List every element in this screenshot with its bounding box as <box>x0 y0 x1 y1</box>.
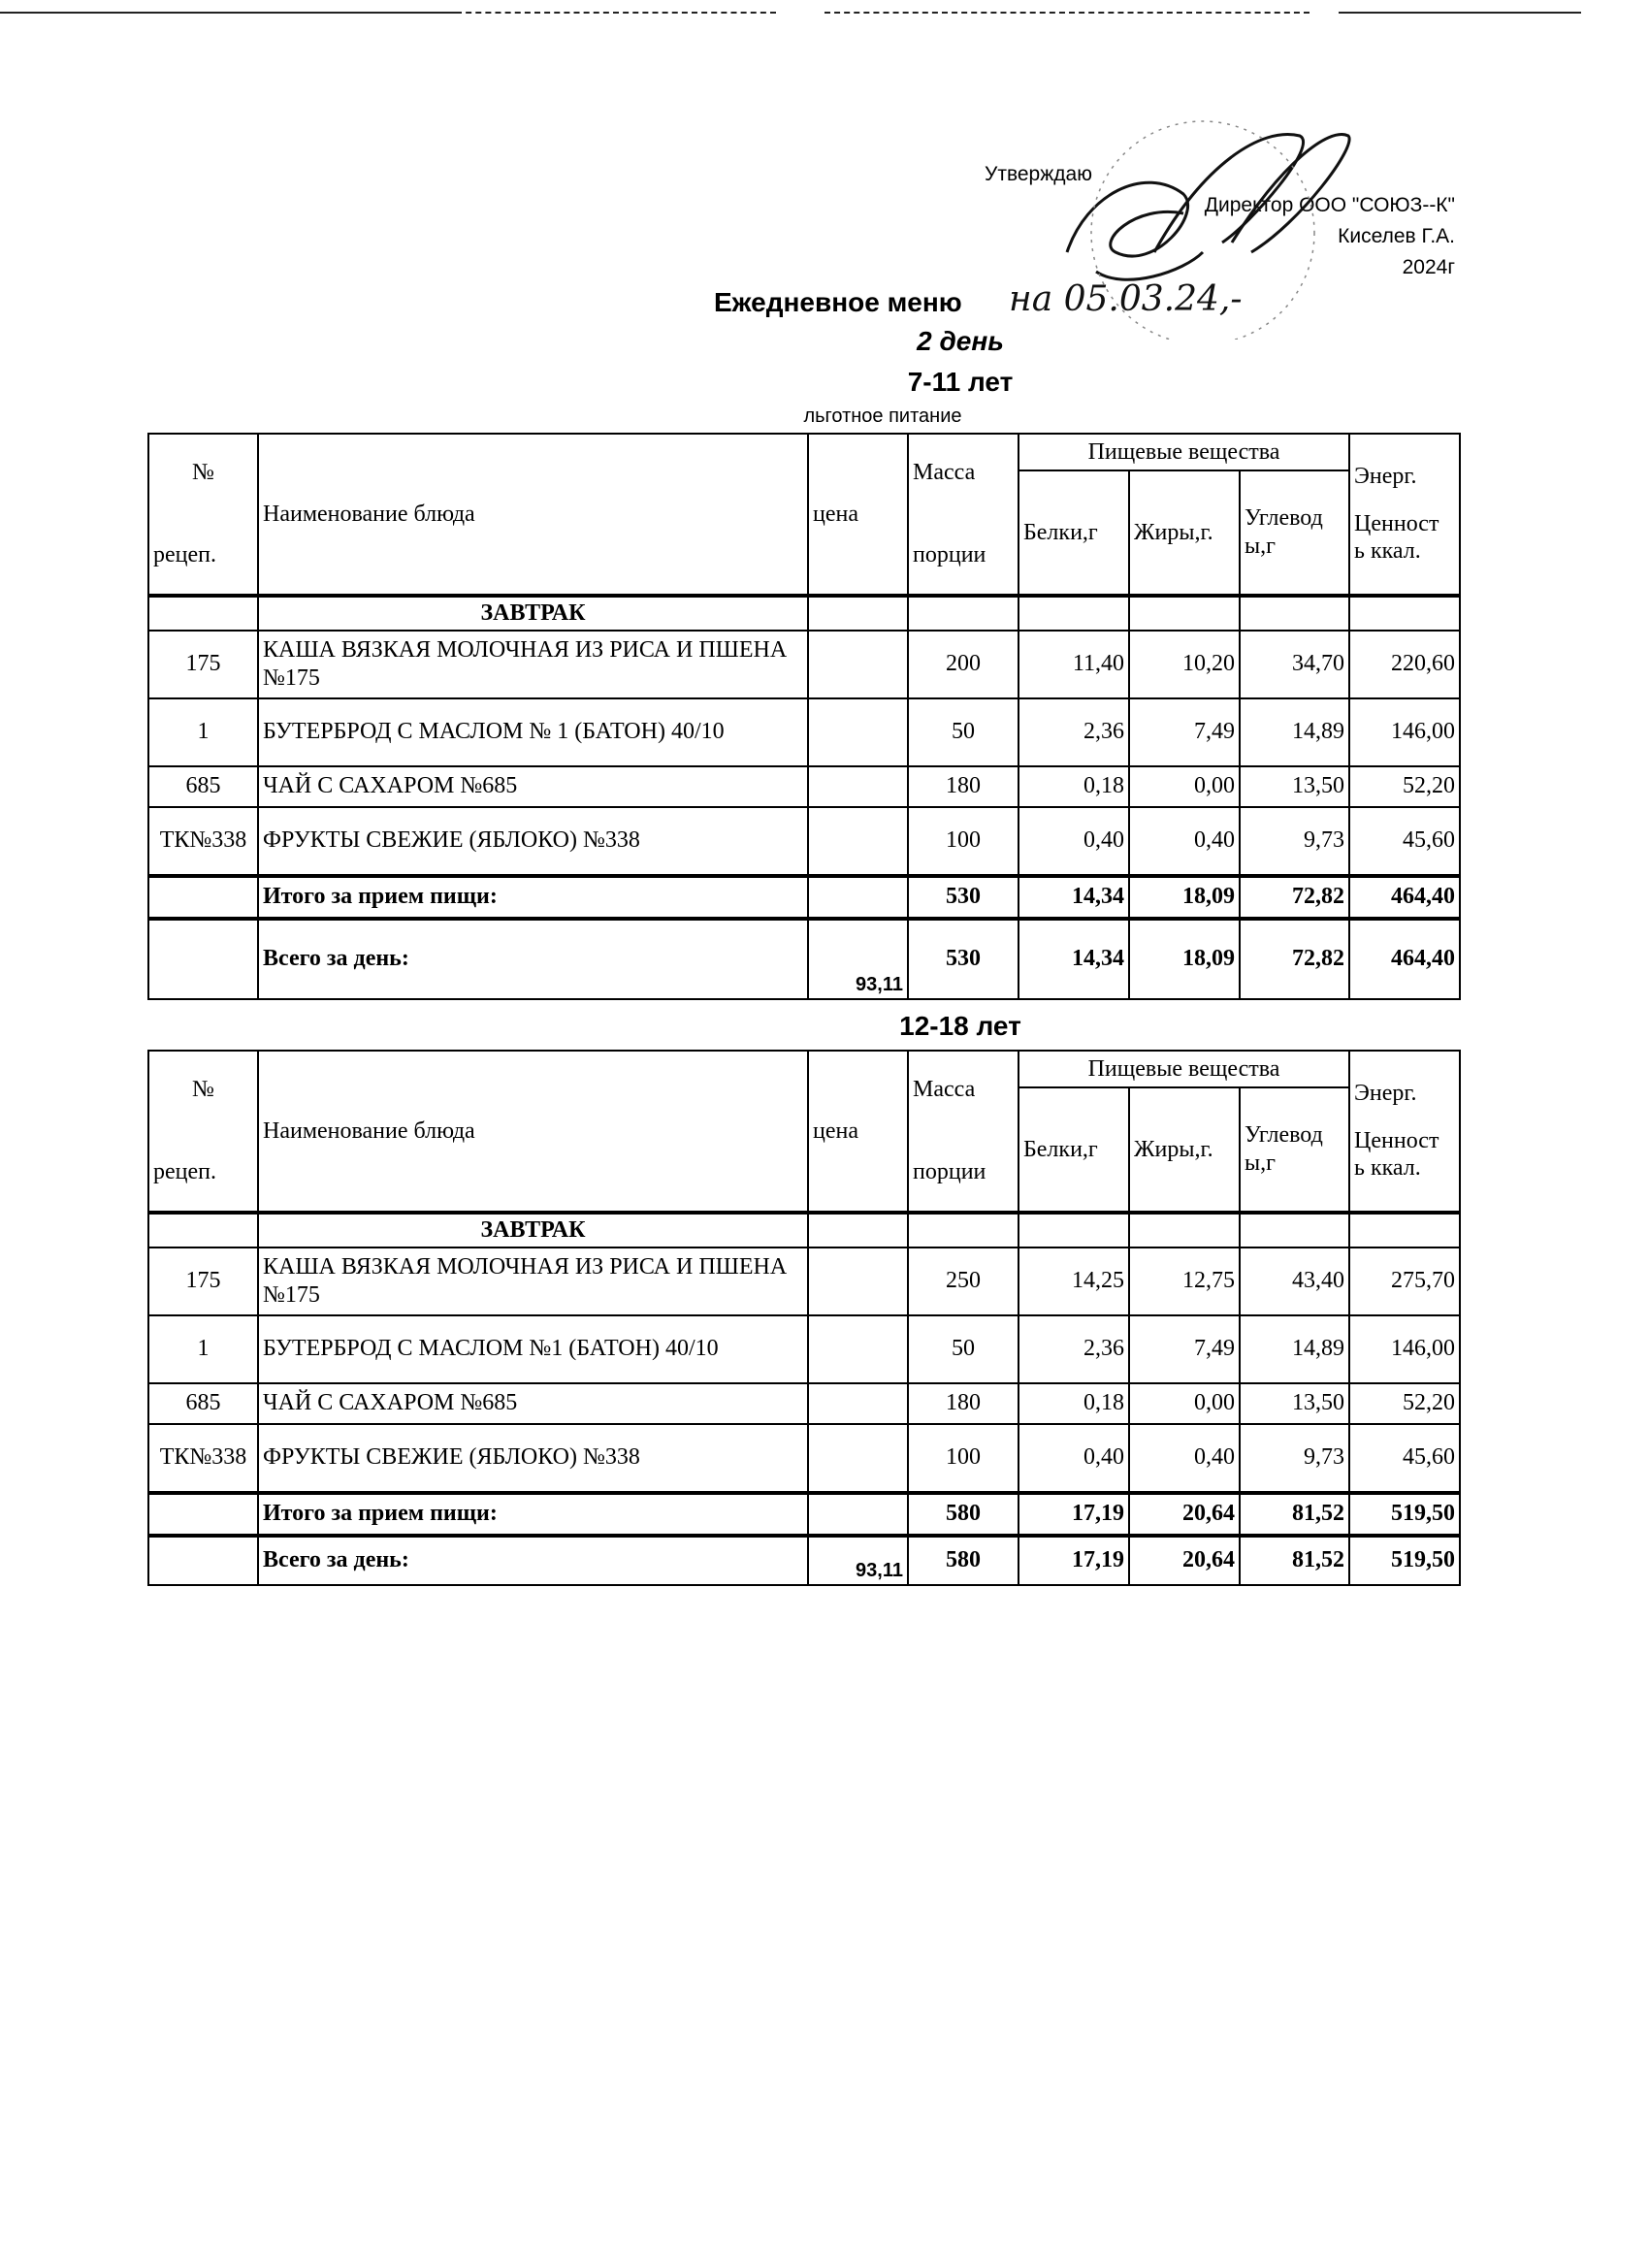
dish-name: ФРУКТЫ СВЕЖИЕ (ЯБЛОКО) №338 <box>258 1424 808 1493</box>
total-fat: 20,64 <box>1129 1493 1240 1536</box>
fat: 0,00 <box>1129 766 1240 807</box>
day-total-fat: 18,09 <box>1129 919 1240 999</box>
header-mass-top: Масса <box>913 460 976 486</box>
price <box>808 1424 908 1493</box>
total-mass: 580 <box>908 1493 1018 1536</box>
header-recipe-bottom: рецеп. <box>153 1159 216 1184</box>
header-carbs: Углевод ы,г <box>1240 470 1349 596</box>
menu-table-7-11 <box>147 433 1461 1000</box>
approval-position: Директор ООО "СОЮЗ--К" <box>1204 194 1455 216</box>
table-row <box>148 1424 1460 1493</box>
dish-name: ФРУКТЫ СВЕЖИЕ (ЯБЛОКО) №338 <box>258 807 808 876</box>
recipe-number: ТК№338 <box>148 1424 258 1493</box>
energy: 45,60 <box>1349 807 1460 876</box>
header-mass-bottom: порции <box>913 1159 986 1184</box>
dish-name: ЧАЙ С САХАРОМ №685 <box>258 766 808 807</box>
scan-line <box>456 12 776 14</box>
protein: 2,36 <box>1018 1315 1129 1383</box>
dish-name: БУТЕРБРОД С МАСЛОМ № 1 (БАТОН) 40/10 <box>258 698 808 766</box>
header-dish: Наименование блюда <box>258 1051 808 1213</box>
carbs: 14,89 <box>1240 698 1349 766</box>
energy: 52,20 <box>1349 766 1460 807</box>
age-label: 12-18 лет <box>899 1011 1021 1041</box>
price <box>808 631 908 698</box>
price <box>808 1315 908 1383</box>
protein: 11,40 <box>1018 631 1129 698</box>
meal-label: ЗАВТРАК <box>258 1213 808 1247</box>
header-price: цена <box>808 434 908 596</box>
header-nutrients: Пищевые вещества <box>1018 1051 1349 1087</box>
meal-row <box>148 596 1460 631</box>
energy: 220,60 <box>1349 631 1460 698</box>
header-recipe-top: № <box>192 1077 214 1103</box>
meal-row <box>148 1213 1460 1247</box>
carbs: 13,50 <box>1240 1383 1349 1424</box>
header-fat: Жиры,г. <box>1129 1087 1240 1213</box>
fat: 10,20 <box>1129 631 1240 698</box>
day-total-label: Всего за день: <box>258 919 808 999</box>
price <box>808 1247 908 1315</box>
fat: 7,49 <box>1129 1315 1240 1383</box>
header-nutrients: Пищевые вещества <box>1018 434 1349 470</box>
header-energy-top: Энерг. <box>1354 463 1417 489</box>
header-recipe-top: № <box>192 460 214 486</box>
total-energy: 519,50 <box>1349 1493 1460 1536</box>
price <box>808 698 908 766</box>
header-protein: Белки,г <box>1018 1087 1129 1213</box>
price <box>808 1383 908 1424</box>
day-label: 2 день <box>917 326 1004 356</box>
total-protein: 14,34 <box>1018 876 1129 919</box>
protein: 0,18 <box>1018 1383 1129 1424</box>
dish-name: КАША ВЯЗКАЯ МОЛОЧНАЯ ИЗ РИСА И ПШЕНА №175 <box>258 631 808 698</box>
header-recipe-cell <box>148 434 258 596</box>
header-energy-cell <box>1349 1051 1460 1213</box>
header-energy-cell <box>1349 434 1460 596</box>
meal-label: ЗАВТРАК <box>258 596 808 631</box>
header-row <box>148 1051 1460 1087</box>
total-energy: 464,40 <box>1349 876 1460 919</box>
protein: 0,40 <box>1018 807 1129 876</box>
header-energy-bottom: Ценност ь ккал. <box>1354 1127 1439 1182</box>
approval-name: Киселев Г.А. <box>1338 225 1455 247</box>
handwritten-date: на 05.03.24,- <box>1009 279 1243 319</box>
protein: 14,25 <box>1018 1247 1129 1315</box>
mass: 50 <box>908 698 1018 766</box>
scan-line <box>0 12 456 14</box>
mass: 200 <box>908 631 1018 698</box>
table-row <box>148 1315 1460 1383</box>
meal-total-row <box>148 876 1460 919</box>
fat: 0,40 <box>1129 1424 1240 1493</box>
total-mass: 530 <box>908 876 1018 919</box>
meal-total-label: Итого за прием пищи: <box>258 876 808 919</box>
recipe-number: 1 <box>148 1315 258 1383</box>
total-carbs: 72,82 <box>1240 876 1349 919</box>
approval-label: Утверждаю <box>985 163 1092 185</box>
energy: 45,60 <box>1349 1424 1460 1493</box>
header-dish: Наименование блюда <box>258 434 808 596</box>
table-row <box>148 766 1460 807</box>
header-energy-bottom: Ценност ь ккал. <box>1354 510 1439 565</box>
day-total-label: Всего за день: <box>258 1536 808 1585</box>
protein: 0,18 <box>1018 766 1129 807</box>
mass: 180 <box>908 1383 1018 1424</box>
total-carbs: 81,52 <box>1240 1493 1349 1536</box>
table-row <box>148 807 1460 876</box>
energy: 146,00 <box>1349 1315 1460 1383</box>
recipe-number: 685 <box>148 1383 258 1424</box>
energy: 275,70 <box>1349 1247 1460 1315</box>
header-mass-cell <box>908 434 1018 596</box>
mass: 100 <box>908 807 1018 876</box>
header-energy-top: Энерг. <box>1354 1080 1417 1106</box>
carbs: 43,40 <box>1240 1247 1349 1315</box>
table-row <box>148 631 1460 698</box>
mass: 100 <box>908 1424 1018 1493</box>
recipe-number: 175 <box>148 631 258 698</box>
header-recipe-cell <box>148 1051 258 1213</box>
carbs: 14,89 <box>1240 1315 1349 1383</box>
table-row <box>148 1383 1460 1424</box>
day-total-carbs: 81,52 <box>1240 1536 1349 1585</box>
carbs: 13,50 <box>1240 766 1349 807</box>
day-total-energy: 519,50 <box>1349 1536 1460 1585</box>
day-total-price: 93,11 <box>808 919 908 999</box>
day-total-row <box>148 1536 1460 1585</box>
mass: 180 <box>908 766 1018 807</box>
protein: 0,40 <box>1018 1424 1129 1493</box>
meal-total-row <box>148 1493 1460 1536</box>
price <box>808 807 908 876</box>
carbs: 9,73 <box>1240 1424 1349 1493</box>
day-total-carbs: 72,82 <box>1240 919 1349 999</box>
mass: 50 <box>908 1315 1018 1383</box>
day-total-mass: 530 <box>908 919 1018 999</box>
subtitle-note: льготное питание <box>803 405 962 427</box>
energy: 52,20 <box>1349 1383 1460 1424</box>
price <box>808 766 908 807</box>
fat: 0,00 <box>1129 1383 1240 1424</box>
fat: 0,40 <box>1129 807 1240 876</box>
table-row <box>148 1247 1460 1315</box>
protein: 2,36 <box>1018 698 1129 766</box>
energy: 146,00 <box>1349 698 1460 766</box>
day-total-energy: 464,40 <box>1349 919 1460 999</box>
carbs: 34,70 <box>1240 631 1349 698</box>
page-title: Ежедневное меню <box>714 287 962 317</box>
header-mass-top: Масса <box>913 1077 976 1103</box>
day-total-mass: 580 <box>908 1536 1018 1585</box>
header-carbs: Углевод ы,г <box>1240 1087 1349 1213</box>
scan-line <box>1339 12 1581 14</box>
scan-line <box>824 12 1310 14</box>
total-protein: 17,19 <box>1018 1493 1129 1536</box>
dish-name: КАША ВЯЗКАЯ МОЛОЧНАЯ ИЗ РИСА И ПШЕНА №175 <box>258 1247 808 1315</box>
day-total-row <box>148 919 1460 999</box>
header-price: цена <box>808 1051 908 1213</box>
menu-table-12-18 <box>147 1050 1461 1586</box>
total-fat: 18,09 <box>1129 876 1240 919</box>
day-total-price: 93,11 <box>808 1536 908 1585</box>
fat: 12,75 <box>1129 1247 1240 1315</box>
header-mass-bottom: порции <box>913 542 986 567</box>
recipe-number: 685 <box>148 766 258 807</box>
fat: 7,49 <box>1129 698 1240 766</box>
recipe-number: ТК№338 <box>148 807 258 876</box>
header-recipe-bottom: рецеп. <box>153 542 216 567</box>
recipe-number: 175 <box>148 1247 258 1315</box>
header-protein: Белки,г <box>1018 470 1129 596</box>
approval-year: 2024г <box>1402 256 1455 278</box>
day-total-fat: 20,64 <box>1129 1536 1240 1585</box>
header-fat: Жиры,г. <box>1129 470 1240 596</box>
meal-total-label: Итого за прием пищи: <box>258 1493 808 1536</box>
dish-name: БУТЕРБРОД С МАСЛОМ №1 (БАТОН) 40/10 <box>258 1315 808 1383</box>
day-total-protein: 14,34 <box>1018 919 1129 999</box>
header-mass-cell <box>908 1051 1018 1213</box>
dish-name: ЧАЙ С САХАРОМ №685 <box>258 1383 808 1424</box>
table-row <box>148 698 1460 766</box>
mass: 250 <box>908 1247 1018 1315</box>
age-label: 7-11 лет <box>907 367 1014 397</box>
day-total-protein: 17,19 <box>1018 1536 1129 1585</box>
carbs: 9,73 <box>1240 807 1349 876</box>
recipe-number: 1 <box>148 698 258 766</box>
header-row <box>148 434 1460 470</box>
